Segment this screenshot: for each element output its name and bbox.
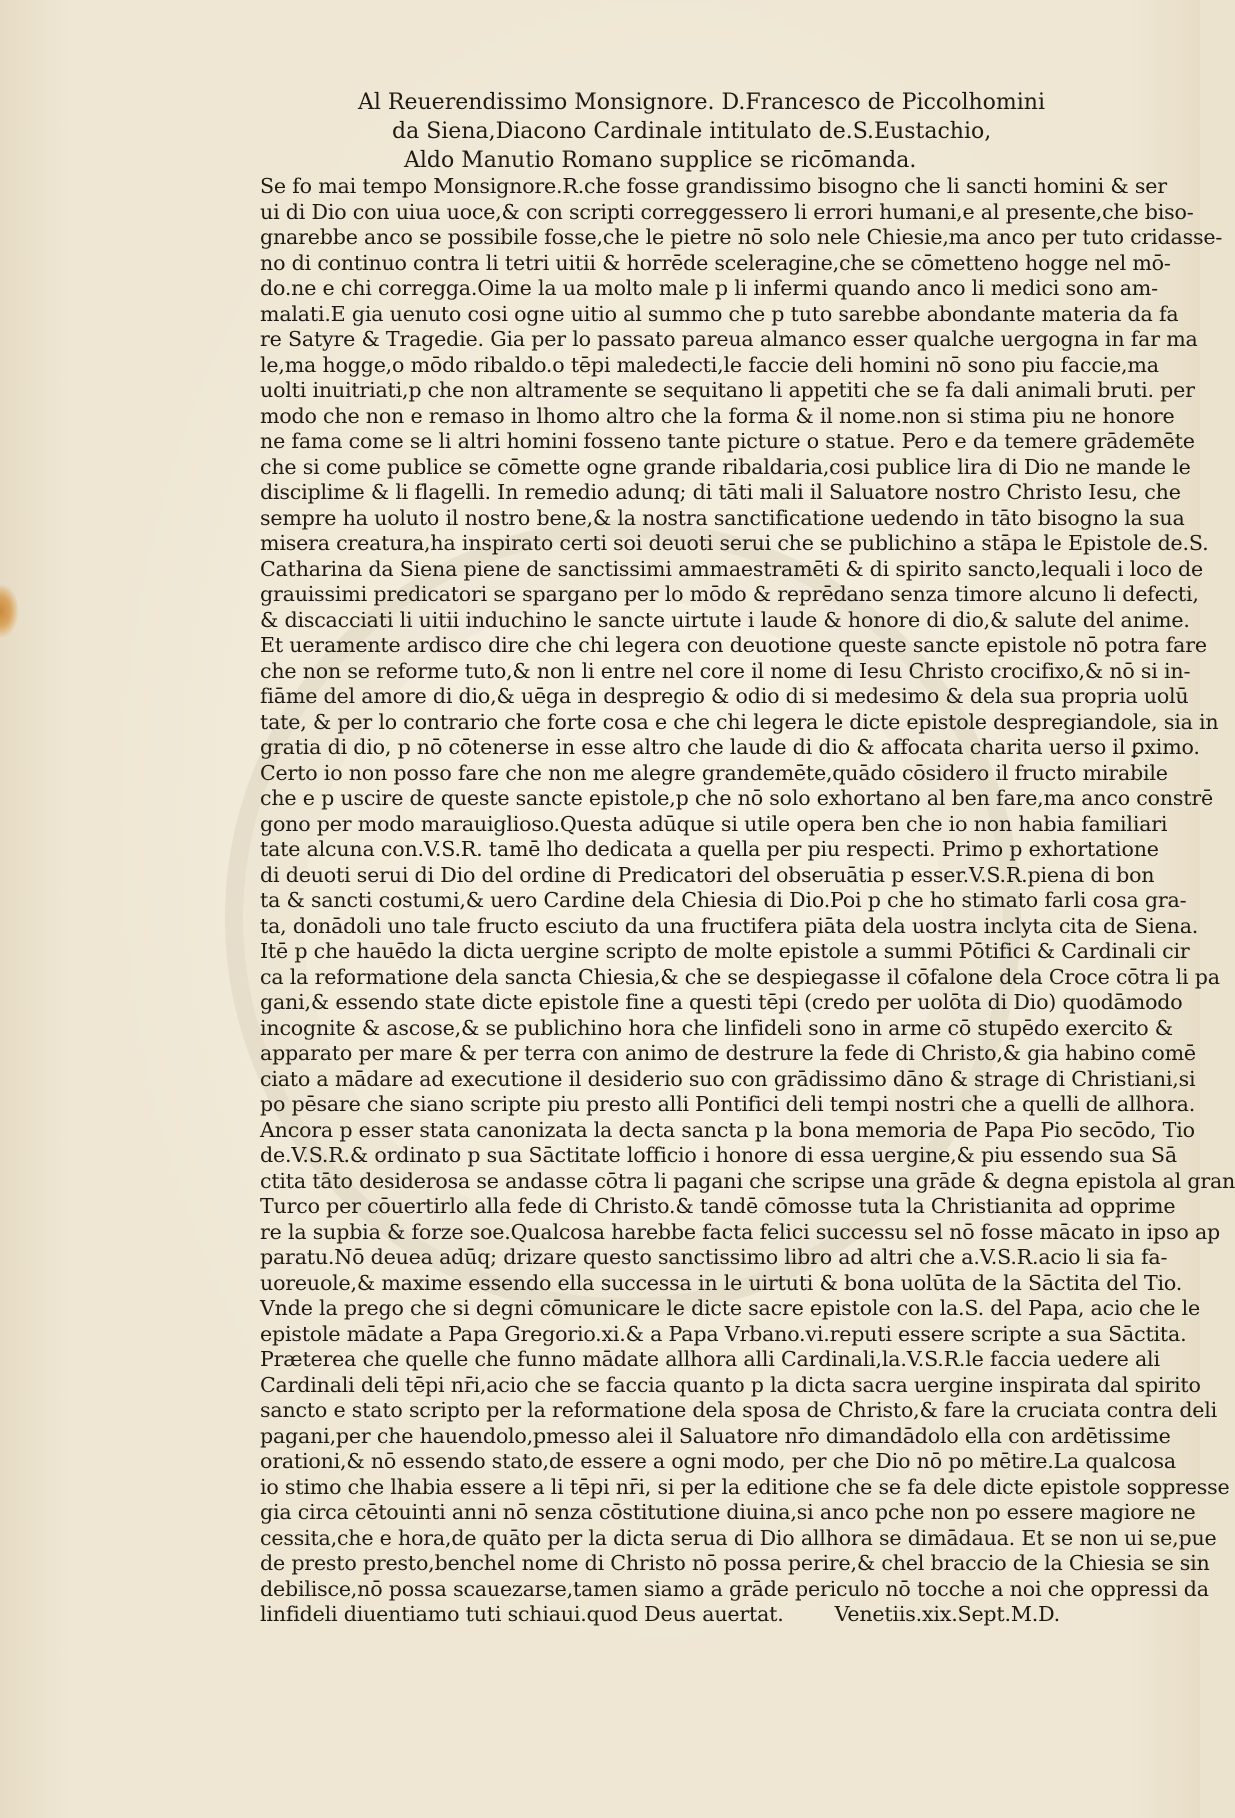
text-line: Vnde la prego che si degni cōmunicare le dicte sacre epistole con la.S. del Papa, acio che le [260,1296,1200,1320]
heading-line-1: Al Reuerendissimo Monsignore. D.Francesco de Piccolhomini [358,90,1045,115]
text-line: sancto e stato scripto per la reformatione dela sposa de Christo,& fare la cruciata contra deli [260,1398,1218,1422]
heading-line-3: Aldo Manutio Romano supplice se ricōmanda. [404,148,917,173]
dateline: Venetiis.xix.Sept.M.D. [834,1602,1060,1626]
text-line: no di continuo contra li tetri uitii & horrēde sceleragine,che se cōmetteno hogge nel mō- [260,250,1171,275]
text-line: che si come publice se cōmette ogne grande ribaldaria,cosi publice lira di Dio ne mande le [260,454,1191,479]
text-line: pagani,per che hauendolo,pmesso alei il Saluatore nr̄o dimandādolo ella con ardētissime [260,1423,1171,1448]
closing-text: linfideli diuentiamo tuti schiaui.quod Deus auertat. [260,1602,784,1626]
page-edge-stain [0,585,18,637]
text-line: ta & sancti costumi,& uero Cardine dela Chiesia di Dio.Poi p che ho stimato farli cosa gra- [260,888,1187,912]
text-line: & discacciati li uitii induchino le sancte uirtute i laude & honore di dio,& salute del anime. [260,607,1190,632]
text-line: che e p uscire de queste sancte epistole,p che nō solo exhortano al ben fare,ma anco constrē [260,786,1213,810]
text-line: ui di Dio con uiua uoce,& con scripti correggessero li errori humani,e al presente,che biso- [260,199,1194,224]
heading-line-2: da Siena,Diacono Cardinale intitulato de.S.Eustachio, [392,119,992,144]
text-line: do.ne e chi corregga.Oime la ua molto male p li infermi quando anco li medici sono am- [260,276,1158,300]
text-line: ctita tāto desiderosa se andasse cōtra li pagani che scripse una grāde & degna epistola al gran [260,1168,1235,1193]
text-line: Itē p che hauēdo la dicta uergine scripto de molte epistole a summi Pōtifici & Cardinali cir [260,939,1190,963]
text-line: Ancora p esser stata canonizata la decta sancta p la bona memoria de Papa Pio secōdo, Tio [260,1117,1195,1142]
text-line: uolti inuitriati,p che non altramente se sequitano li appetiti che se fa dali animali bruti. per [260,378,1195,402]
text-line: modo che non e remaso in lhomo altro che la forma & il nome.non si stima piu ne honore [260,403,1175,428]
text-line: re Satyre & Tragedie. Gia per lo passato pareua almanco esser qualche uergogna in far ma [260,327,1198,351]
text-line: incognite & ascose,& se publichino hora che linfideli sono in arme cō stupēdo exercito & [260,1015,1173,1040]
text-line: de.V.S.R.& ordinato p sua Sāctitate lofficio i honore di essa uergine,& piu essendo sua Sā [260,1143,1177,1167]
text-line: orationi,& nō essendo stato,de essere a ogni modo, per che Dio nō po mētire.La qualcosa [260,1449,1176,1473]
letter-lines [260,174,1235,1602]
text-line: tate, & per lo contrario che forte cosa e che chi legera le dicte epistole despregiandole, sia in [260,709,1219,734]
text-line: Certo io non posso fare che non me alegre grandemēte,quādo cōsidero il fructo mirabile [260,760,1168,785]
text-line: Cardinali deli tēpi nr̄i,acio che se faccia quanto p la dicta sacra uergine inspirata dal spirito [260,1372,1201,1397]
text-line: debilisce,nō possa scauezarse,tamen siamo a grāde periculo nō tocche a noi che oppressi da [260,1576,1209,1601]
text-line: po pēsare che siano scripte piu presto alli Pontifici deli tempi nostri che a quelli de allhora. [260,1092,1196,1116]
text-line: grauissimi predicatori se spargano per lo mōdo & reprēdano senza timore alcuno li defecti, [260,582,1199,606]
text-line: re la supbia & forze soe.Qualcosa harebbe facta felici successu sel nō fosse mācato in ipso ap [260,1219,1221,1244]
closing-line [260,1602,1060,1628]
text-line: disciplime & li flagelli. In remedio adunq; di tāti mali il Saluatore nostro Christo Iesu, che [260,480,1181,504]
text-line: malati.E gia uenuto cosi ogne uitio al summo che p tuto sarebbe abondante materia da fa [260,301,1179,326]
text-line: Se fo mai tempo Monsignore.R.che fosse grandissimo bisogno che li sancti homini & ser [260,174,1167,198]
text-line: cessita,che e hora,de quāto per la dicta serua di Dio allhora se dimādaua. Et se non ui se,pue [260,1525,1217,1550]
text-line: ta, donādoli uno tale fructo esciuto da una fructifera piāta dela uostra inclyta cita de Siena. [260,913,1199,938]
text-line: Præterea che quelle che funno mādate allhora alli Cardinali,la.V.S.R.le faccia uedere ali [260,1347,1160,1371]
text-line: che non se reforme tuto,& non li entre nel core il nome di Iesu Christo crocifixo,& nō si in- [260,658,1191,683]
text-line: apparato per mare & per terra con animo de destrure la fede di Christo,& gia habino comē [260,1041,1196,1065]
text-line: ciato a mādare ad executione il desiderio suo con grādissimo dāno & strage di Christiani,si [260,1066,1196,1091]
text-line: ne fama come se li altri homini fosseno tante picture o statue. Pero e da temere grādemēte [260,429,1195,453]
text-line: epistole mādate a Papa Gregorio.xi.& a Papa Vrbano.vi.reputi essere scripte a sua Sāctita. [260,1321,1187,1346]
letter-body [260,174,1235,1628]
text-line: tate alcuna con.V.S.R. tamē lho dedicata a quella per piu respecti. Primo p exhortatione [260,837,1159,861]
text-line: gratia di dio, p nō cōtenerse in esse altro che laude di dio & affocata charita uerso il ꝑximo. [260,735,1200,759]
text-line: sempre ha uoluto il nostro bene,& la nostra sanctificatione uedendo in tāto bisogno la sua [260,505,1185,530]
text-line: Et ueramente ardisco dire che chi legera con deuotione queste sancte epistole nō potra fare [260,633,1207,657]
text-line: le,ma hogge,o mōdo ribaldo.o tēpi maledecti,le faccie deli homini nō sono piu faccie,ma [260,352,1159,377]
text-line: Turco per cōuertirlo alla fede di Christo.& tandē cōmosse tuta la Christianita ad opprime [260,1194,1176,1218]
dedication-heading [268,88,1045,175]
text-line: fiāme del amore di dio,& uēga in despregio & odio di si medesimo & dela sua propria uolū [260,684,1189,708]
text-line: gia circa cētouinti anni nō senza cōstitutione diuina,si anco pche non po essere magiore ne [260,1500,1196,1524]
text-line: gnarebbe anco se possibile fosse,che le pietre nō solo nele Chiesie,ma anco per tuto cridasse- [260,225,1223,249]
text-line: gani,& essendo state dicte epistole fine a questi tēpi (credo per uolōta di Dio) quodāmodo [260,990,1183,1014]
text-line: gono per modo marauiglioso.Questa adūque si utile opera ben che io non habia familiari [260,811,1168,836]
text-line: paratu.Nō deuea adūq; drizare questo sanctissimo libro ad altri che a.V.S.R.acio li sia fa- [260,1245,1168,1269]
text-line: io stimo che lhabia essere a li tēpi nr̄i, si per la editione che se fa dele dicte epistole soppresse [260,1474,1230,1499]
text-line: ca la reformatione dela sancta Chiesia,& che se despiegasse il cōfalone dela Croce cōtra li pa [260,964,1220,989]
text-line: uoreuole,& maxime essendo ella successa in le uirtuti & bona uolūta de la Sāctita del Tio. [260,1270,1183,1295]
text-line: di deuoti serui di Dio del ordine di Predicatori del obseruātia p esser.V.S.R.piena di bon [260,862,1155,887]
text-line: Catharina da Siena piene de sanctissimi ammaestramēti & di spirito sancto,lequali i loco de [260,556,1204,581]
text-line: misera creatura,ha inspirato certi soi deuoti serui che se publichino a stāpa le Epistole de.S. [260,531,1209,555]
text-line: de presto presto,benchel nome di Christo nō possa perire,& chel braccio de la Chiesia se sin [260,1551,1210,1575]
